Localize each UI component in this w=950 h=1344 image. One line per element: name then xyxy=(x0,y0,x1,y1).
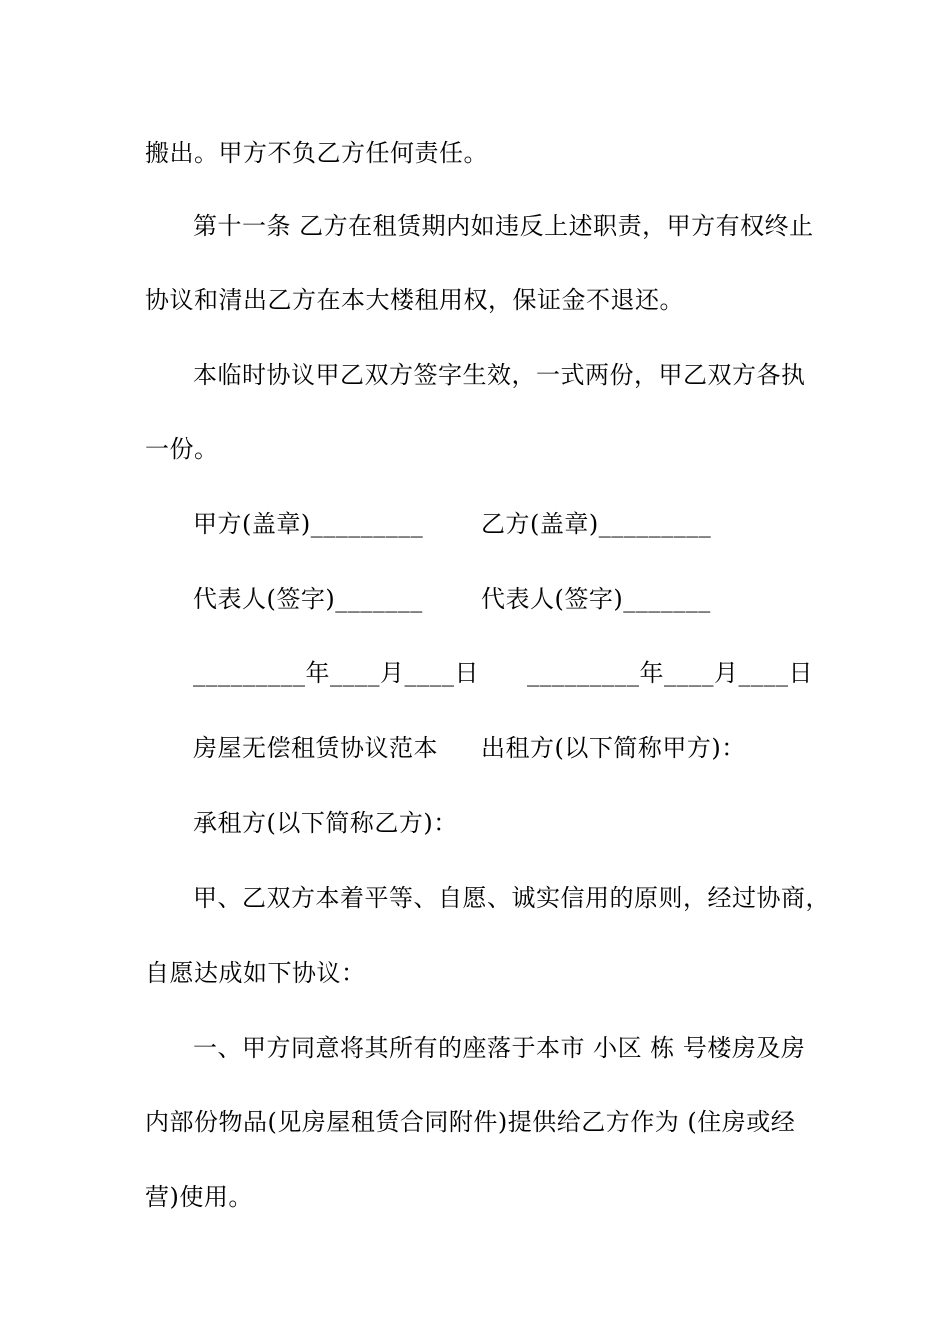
party-a-representative-field: 代表人(签字)_______ xyxy=(193,585,423,613)
paragraph-line: 一、甲方同意将其所有的座落于本市 小区 栋 号楼房及房 xyxy=(193,1034,806,1062)
paragraph-line: 一份。 xyxy=(145,435,219,463)
paragraph-line: 营)使用。 xyxy=(145,1183,253,1211)
clause-eleven-line: 第十一条 乙方在租赁期内如违反上述职责，甲方有权终止 xyxy=(193,212,814,240)
party-b-date-field: _________年____月____日 xyxy=(527,659,813,687)
lessor-label: 出租方(以下简称甲方)： xyxy=(481,734,746,762)
party-a-seal-field: 甲方(盖章)_________ xyxy=(193,510,424,538)
party-b-representative-field: 代表人(签字)_______ xyxy=(481,585,711,613)
paragraph-line: 协议和清出乙方在本大楼租用权，保证金不退还。 xyxy=(145,286,684,314)
paragraph-line: 甲、乙双方本着平等、自愿、诚实信用的原则，经过协商， xyxy=(193,884,830,912)
paragraph-line: 内部份物品(见房屋租赁合同附件)提供给乙方作为 (住房或经 xyxy=(145,1108,796,1136)
section-title: 房屋无偿租赁协议范本 xyxy=(193,734,438,762)
paragraph-line: 本临时协议甲乙双方签字生效，一式两份，甲乙双方各执 xyxy=(193,361,806,389)
lessee-label: 承租方(以下简称乙方)： xyxy=(193,809,458,837)
paragraph-line: 搬出。甲方不负乙方任何责任。 xyxy=(145,139,488,167)
party-b-seal-field: 乙方(盖章)_________ xyxy=(481,510,712,538)
paragraph-line: 自愿达成如下协议： xyxy=(145,959,366,987)
party-a-date-field: _________年____月____日 xyxy=(193,659,479,687)
